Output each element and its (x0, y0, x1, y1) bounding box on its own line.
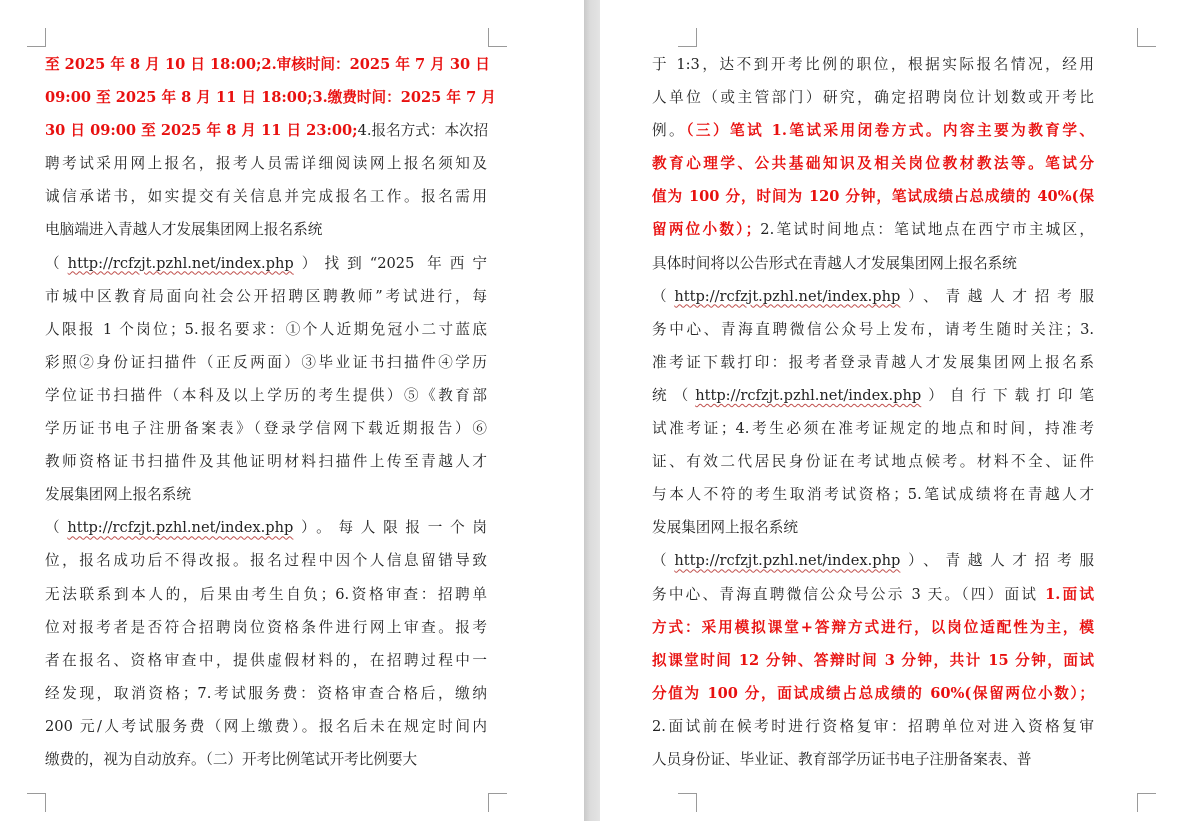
text-line (45, 346, 487, 379)
url-link[interactable]: http://rcfzjt.pzhl.net/index.php (674, 552, 901, 570)
highlighted-text: 方式：采用模拟课堂+答辩方式进行，以岗位适配性为主，模 (652, 618, 1094, 636)
body-text: 彩照②身份证扫描件（正反两面）③毕业证书扫描件④学历 (45, 353, 487, 371)
text-line (45, 611, 487, 644)
body-text: 经发现，取消资格；7.考试服务费：资格审查合格后，缴纳 (45, 684, 487, 702)
margin-mark-top-right (1137, 28, 1156, 47)
body-text: 教师资格证书扫描件及其他证明材料扫描件上传至青越人才 (45, 453, 487, 471)
text-line (652, 247, 1094, 280)
text-line (45, 313, 487, 346)
body-text: 2.面试前在候考时进行资格复审：招聘单位对进入资格复审 (652, 717, 1094, 735)
text-line (45, 544, 487, 577)
body-text: 发展集团网上报名系统 (652, 519, 798, 537)
text-line (45, 213, 487, 246)
url-link[interactable]: http://rcfzjt.pzhl.net/index.php (674, 287, 901, 305)
body-text: 聘考试采用网上报名，报考人员需详细阅读网上报名须知及 (45, 155, 487, 173)
body-text: ）找到“2025 年西宁 (293, 254, 487, 272)
body-text: 位对报考者是否符合招聘岗位资格条件进行网上审查。报考 (45, 618, 487, 636)
text-line (652, 677, 1094, 710)
text-line (45, 180, 487, 213)
text-line (652, 611, 1094, 644)
highlighted-text: 值为 100 分，时间为 120 分钟，笔试成绩占总成绩的 40%(保 (652, 188, 1094, 206)
margin-mark-bottom-left (678, 793, 697, 812)
margin-mark-bottom-right (488, 793, 507, 812)
body-text: 务中心、青海直聘微信公众号公示 3 天。（四）面试 (652, 585, 1046, 603)
highlighted-text: 至 2025 年 8 月 10 日 18:00;2.审核时间：2025 年 7 月 30 日 (45, 56, 490, 73)
text-line (45, 379, 487, 412)
text-line (45, 445, 487, 478)
document-page-right (600, 0, 1200, 821)
text-line (45, 412, 487, 445)
text-line (45, 280, 487, 313)
body-text: ）。每人限报一个岗 (293, 519, 487, 537)
text-line (45, 644, 487, 677)
body-text: ）、青越人才招考服 (900, 552, 1094, 570)
body-text: 者在报名、资格审查中，提供虚假材料的，在招聘过程中一 (45, 651, 487, 669)
highlighted-text: 30 日 09:00 至 2025 年 8 月 11 日 23:00; (45, 122, 358, 140)
text-line (45, 147, 487, 180)
text-line (652, 412, 1094, 445)
body-text: 务中心、青海直聘微信公众号上发布，请考生随时关注；3. (652, 320, 1094, 338)
body-text: （ (45, 519, 68, 537)
body-text: 于 1:3，达不到开考比例的职位，根据实际报名情况，经用 (652, 56, 1094, 73)
text-line (45, 81, 496, 114)
text-line (45, 478, 487, 511)
highlighted-text: 1.面试 (1045, 585, 1094, 603)
body-text: 电脑端进入青越人才发展集团网上报名系统 (45, 221, 323, 239)
margin-mark-top-left (27, 28, 46, 47)
text-line (652, 743, 1094, 776)
page-body-text[interactable] (652, 48, 1094, 776)
margin-mark-top-right (488, 28, 507, 47)
body-text: 学历证书电子注册备案表》（登录学信网下载近期报告）⑥ (45, 420, 487, 438)
body-text: 诚信承诺书，如实提交有关信息并完成报名工作。报名需用 (45, 188, 487, 206)
body-text: 与本人不符的考生取消考试资格；5.笔试成绩将在青越人才 (652, 486, 1094, 504)
highlighted-text: 教育心理学、公共基础知识及相关岗位教材教法等。笔试分 (652, 155, 1094, 173)
text-line (652, 478, 1094, 511)
text-line (652, 147, 1094, 180)
body-text: 准考证下载打印：报考者登录青越人才发展集团网上报名系 (652, 353, 1094, 371)
text-line (45, 48, 490, 81)
document-page-left (0, 0, 584, 821)
body-text: 无法联系到本人的，后果由考生自负；6.资格审查：招聘单 (45, 585, 487, 603)
text-line (652, 180, 1094, 213)
text-line (652, 81, 1094, 114)
text-line (652, 544, 1094, 577)
body-text: 学位证书扫描件（本科及以上学历的考生提供）⑤《教育部 (45, 386, 487, 404)
margin-mark-top-left (678, 28, 697, 47)
body-text: 发展集团网上报名系统 (45, 486, 191, 504)
body-text: 试准考证；4.考生必须在准考证规定的地点和时间，持准考 (652, 420, 1094, 438)
body-text: ）、青越人才招考服 (900, 287, 1094, 305)
text-line (652, 48, 1094, 81)
highlighted-text: （三）笔试 1.笔试采用闭卷方式。内容主要为教育学、 (686, 122, 1094, 140)
text-line (652, 511, 1094, 544)
body-text: 人单位（或主管部门）研究，确定招聘岗位计划数或开考比 (652, 89, 1094, 107)
text-line (652, 710, 1094, 743)
url-link[interactable]: http://rcfzjt.pzhl.net/index.php (67, 519, 294, 537)
highlighted-text: 拟课堂时间 12 分钟、答辩时间 3 分钟，共计 15 分钟，面试 (652, 651, 1094, 669)
margin-mark-bottom-right (1137, 793, 1156, 812)
text-line (652, 213, 1094, 246)
text-line (652, 644, 1094, 677)
text-line (652, 280, 1094, 313)
text-line (45, 743, 487, 776)
text-line (652, 346, 1094, 379)
body-text: 人员身份证、毕业证、教育部学历证书电子注册备案表、普 (652, 750, 1032, 768)
highlighted-text: 留两位小数）； (652, 221, 761, 239)
margin-mark-bottom-left (27, 793, 46, 812)
text-line (45, 578, 487, 611)
url-link[interactable]: http://rcfzjt.pzhl.net/index.php (67, 254, 294, 272)
body-text: 缴费的，视为自动放弃。（二）开考比例笔试开考比例要大 (45, 750, 418, 768)
highlighted-text: 分值为 100 分，面试成绩占总成绩的 60%(保留两位小数）； (652, 684, 1094, 702)
body-text: 具体时间将以公告形式在青越人才发展集团网上报名系统 (652, 254, 1017, 272)
body-text: 人限报 1 个岗位；5.报名要求：①个人近期免冠小二寸蓝底 (45, 320, 487, 338)
text-line (45, 247, 487, 280)
text-line (45, 677, 487, 710)
text-line (652, 445, 1094, 478)
url-link[interactable]: http://rcfzjt.pzhl.net/index.php (695, 386, 922, 404)
text-line (652, 114, 1094, 147)
body-text: ）自行下载打印笔 (921, 386, 1094, 404)
text-line (652, 578, 1094, 611)
body-text: （ (652, 287, 675, 305)
text-line (45, 710, 487, 743)
body-text: 例。 (652, 122, 687, 140)
page-gutter (584, 0, 600, 821)
body-text: 4.报名方式：本次招 (357, 122, 489, 140)
body-text: 统（ (652, 386, 696, 404)
body-text: 2.笔试时间地点：笔试地点在西宁市主城区， (760, 221, 1094, 239)
page-body-text[interactable] (45, 48, 496, 776)
text-line (652, 379, 1094, 412)
text-line (45, 511, 487, 544)
body-text: 位，报名成功后不得改报。报名过程中因个人信息留错导致 (45, 552, 487, 570)
body-text: 200 元/人考试服务费（网上缴费）。报名后未在规定时间内 (45, 717, 487, 735)
body-text: 证、有效二代居民身份证在考试地点候考。材料不全、证件 (652, 453, 1094, 471)
text-line (45, 114, 487, 147)
body-text: （ (45, 254, 68, 272)
text-line (652, 313, 1094, 346)
body-text: （ (652, 552, 675, 570)
body-text: 市城中区教育局面向社会公开招聘区聘教师”考试进行，每 (45, 287, 487, 305)
highlighted-text: 09:00 至 2025 年 8 月 11 日 18:00;3.缴费时间：2025 年 7 月 (45, 89, 496, 107)
